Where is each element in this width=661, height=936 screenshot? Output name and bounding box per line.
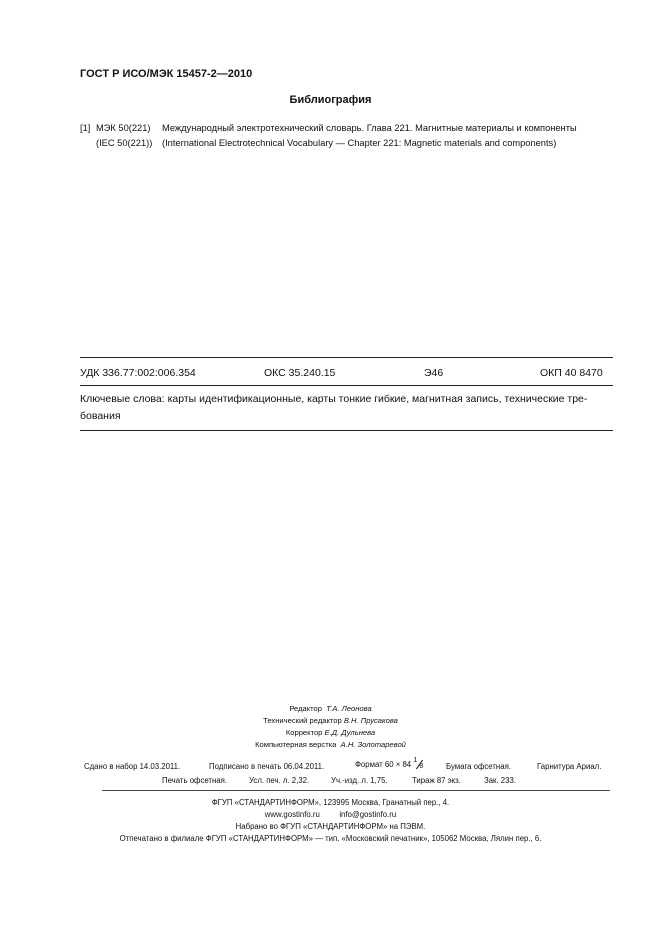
usl-pech: Усл. печ. л. 2,32. <box>249 776 310 785</box>
keywords-label: Ключевые слова: <box>80 393 165 405</box>
credit-layout-name: А.Н. Золотаревой <box>340 740 406 749</box>
entry-code: МЭК 50(221) <box>96 123 151 133</box>
format-84: 84 <box>402 760 412 770</box>
middle-divider <box>80 385 613 386</box>
format-info <box>355 757 425 770</box>
oks-code: ОКС 35.240.15 <box>264 367 336 379</box>
document-code: ГОСТ Р ИСО/МЭК 15457-2—2010 <box>80 68 253 80</box>
publisher-printed: Отпечатано в филиале ФГУП «СТАНДАРТИНФОРМ» — тип. «Московский печатник», 105062 Москва, Лялин пер., 6. <box>119 834 542 843</box>
print-type: Печать офсетная. <box>162 776 228 785</box>
publisher-typeset: Набрано во ФГУП «СТАНДАРТИНФОРМ» на ПЭВМ. <box>235 822 426 831</box>
tirazh: Тираж 87 экз. <box>412 776 461 785</box>
entry-number: [1] <box>80 123 91 133</box>
typeset-date: Сдано в набор 14.03.2011. <box>84 762 181 771</box>
format-times: × <box>395 760 401 770</box>
paper-type: Бумага офсетная. <box>446 762 511 771</box>
okp-code: ОКП 40 8470 <box>540 367 603 379</box>
credit-corrector <box>0 728 661 737</box>
credit-corrector-label: Корректор <box>285 728 323 737</box>
credit-layout-label: Компьютерная верстка <box>255 740 337 749</box>
top-divider <box>80 357 613 358</box>
bibliography-title: Библиография <box>289 94 372 106</box>
entry-title: Международный электротехнический словарь. Глава 221. Магнитные материалы и компоненты <box>162 123 577 133</box>
bottom-divider <box>80 430 613 431</box>
credit-editor-name: Т.А. Леонова <box>326 704 372 713</box>
publisher-website[interactable]: www.gostinfo.ru <box>264 810 320 819</box>
credit-editor-label: Редактор <box>289 704 323 713</box>
credit-editor <box>0 704 661 713</box>
fraction-denominator: 8 <box>419 763 424 770</box>
credit-layout <box>0 740 661 749</box>
entry-code-en: (IEC 50(221)) <box>96 138 153 148</box>
publisher-email[interactable]: info@gostinfo.ru <box>339 810 397 819</box>
e-code: Э46 <box>424 367 444 379</box>
uch-izd: Уч.-изд. л. 1,75. <box>331 776 388 785</box>
keywords <box>80 391 613 425</box>
entry-title-en: (International Electrotechnical Vocabulary — Chapter 221: Magnetic materials and components) <box>162 138 557 148</box>
udk-code: УДК 336.77:002:006.354 <box>80 367 196 379</box>
format-label: Формат 60 <box>355 760 394 770</box>
order-number: Зак. 233. <box>484 776 516 785</box>
signed-date: Подписано в печать 06.04.2011. <box>209 762 325 771</box>
publisher-address: ФГУП «СТАНДАРТИНФОРМ», 123995 Москва, Гранатный пер., 4. <box>211 798 450 807</box>
fraction-numerator: 1 <box>413 757 418 764</box>
publisher-divider <box>102 790 610 791</box>
keywords-text: карты идентификационные, карты тонкие гибкие, магнитная запись, технические тре-бования <box>80 393 588 422</box>
credit-tech-editor <box>0 716 661 725</box>
credit-tech-editor-label: Технический редактор <box>263 716 342 725</box>
format-fraction <box>413 757 425 770</box>
publisher-contacts <box>0 810 661 819</box>
credit-corrector-name: Е.Д. Дульнева <box>324 728 376 737</box>
font-type: Гарнитура Ариал. <box>537 762 602 771</box>
credit-tech-editor-name: В.Н. Прусакова <box>343 716 398 725</box>
